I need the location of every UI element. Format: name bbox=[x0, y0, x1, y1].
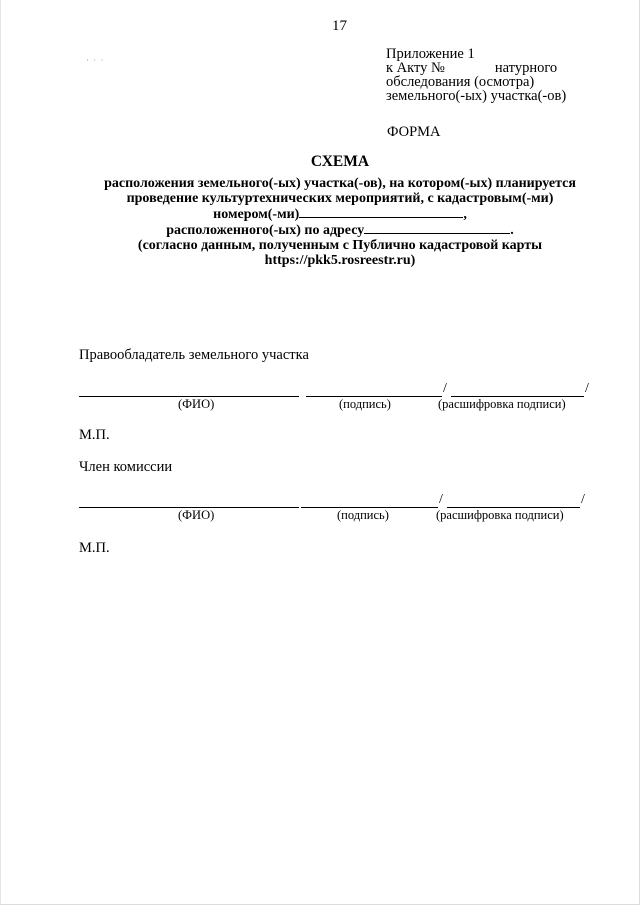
address-period: . bbox=[510, 223, 514, 238]
appendix-act-number: к Акту № bbox=[386, 60, 445, 76]
appendix-block bbox=[386, 47, 566, 103]
address-blank bbox=[364, 222, 510, 234]
page-number: 17 bbox=[332, 18, 347, 34]
cadastral-number-blank bbox=[299, 206, 463, 218]
cadastral-number-comma: , bbox=[463, 207, 467, 222]
owner-stamp-label: М.П. bbox=[79, 427, 110, 443]
owner-caption-fio: (ФИО) bbox=[178, 397, 215, 411]
member-caption-signature: (подпись) bbox=[337, 508, 389, 522]
owner-caption-signature: (подпись) bbox=[339, 397, 391, 411]
member-caption-fio: (ФИО) bbox=[178, 508, 215, 522]
appendix-line-4: земельного(-ых) участка(-ов) bbox=[386, 88, 567, 104]
corner-mark: · · · bbox=[86, 55, 105, 65]
member-label: Член комиссии bbox=[79, 459, 173, 475]
appendix-line-2 bbox=[386, 61, 566, 75]
document-subtitle bbox=[0, 176, 640, 268]
cadastral-number-label: номером(-ми) bbox=[213, 207, 300, 222]
member-slash-left: / bbox=[439, 492, 443, 507]
subtitle-line-6: https://pkk5.rosreestr.ru) bbox=[264, 253, 416, 268]
address-label: расположенного(-ых) по адресу bbox=[166, 223, 365, 238]
document-title: СХЕМА bbox=[310, 153, 370, 170]
owner-slash-right: / bbox=[585, 381, 589, 396]
appendix-natural: натурного bbox=[494, 60, 558, 76]
owner-label: Правообладатель земельного участка bbox=[79, 347, 309, 363]
subtitle-line-5: (согласно данным, полученным с Публично кадастровой карты bbox=[137, 238, 543, 253]
member-stamp-label: М.П. bbox=[79, 540, 110, 556]
member-slash-right: / bbox=[581, 492, 585, 507]
subtitle-line-1: расположения земельного(-ых) участка(-ов), на котором(-ых) планируется bbox=[104, 176, 576, 191]
owner-caption-transcript: (расшифровка подписи) bbox=[438, 397, 566, 411]
subtitle-line-3 bbox=[0, 206, 640, 222]
appendix-line-3: обследования (осмотра) bbox=[386, 74, 535, 90]
form-label: ФОРМА bbox=[387, 124, 441, 140]
member-caption-transcript: (расшифровка подписи) bbox=[436, 508, 564, 522]
subtitle-line-4 bbox=[0, 222, 640, 238]
appendix-line-1: Приложение 1 bbox=[386, 46, 475, 62]
scan-left-edge bbox=[0, 0, 1, 905]
owner-slash-left: / bbox=[443, 381, 447, 396]
subtitle-line-2: проведение культуртехнических мероприятий, с кадастровым(-ми) bbox=[126, 191, 554, 206]
